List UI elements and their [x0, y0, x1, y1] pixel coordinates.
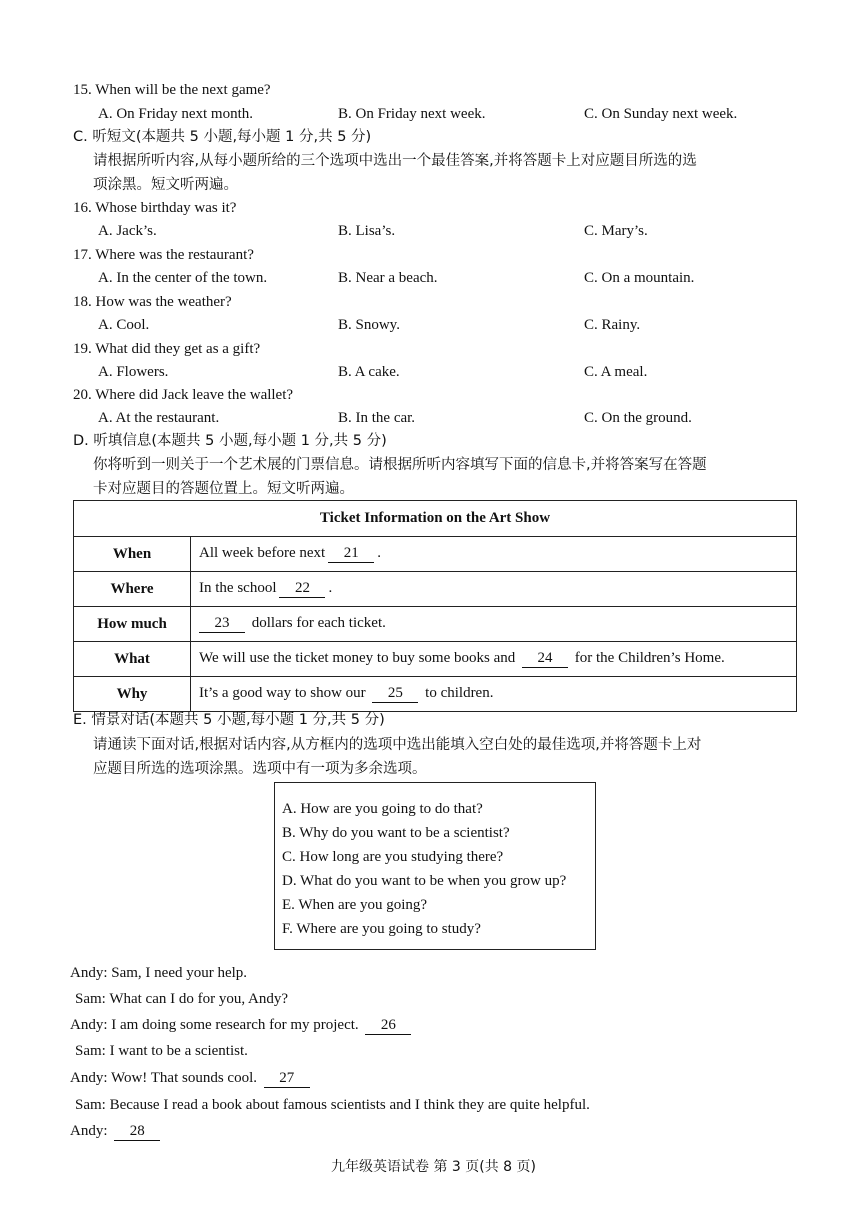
row-label-how-much: How much	[74, 607, 191, 642]
question-20-stem: 20. Where did Jack leave the wallet?	[73, 387, 294, 403]
row-label-what: What	[74, 642, 191, 677]
row-value-why: It’s a good way to show our 25 to children.	[191, 677, 797, 712]
section-e-title: E. 情景对话(本题共 5 小题,每小题 1 分,共 5 分)	[73, 712, 385, 728]
question-15-option-c: C. On Sunday next week.	[584, 106, 738, 122]
option-d: D. What do you want to be when you grow up?	[282, 873, 567, 889]
option-b: B. Why do you want to be a scientist?	[282, 825, 510, 841]
blank-21[interactable]: 21	[328, 545, 374, 563]
table-row	[74, 607, 797, 642]
dialogue-line	[70, 1121, 163, 1141]
dialogue-line: Andy: Sam, I need your help.	[70, 965, 248, 981]
blank-22[interactable]: 22	[279, 580, 325, 598]
question-20-option-b: B. In the car.	[338, 410, 416, 426]
blank-24[interactable]: 24	[522, 650, 568, 668]
table-row	[74, 642, 797, 677]
dialogue-line: Andy: Wow! That sounds cool. 27	[70, 1068, 313, 1088]
question-16-option-a: A. Jack’s.	[98, 223, 157, 239]
row-label-why: Why	[74, 677, 191, 712]
dialogue-line: Sam: Because I read a book about famous scientists and I think they are quite helpful.	[75, 1097, 590, 1113]
speaker: Andy:	[70, 1070, 108, 1086]
dialogue-line: Sam: I want to be a scientist.	[75, 1043, 248, 1059]
question-17-option-a: A. In the center of the town.	[98, 270, 268, 286]
speaker: Andy:	[70, 965, 108, 981]
speaker: Andy:	[70, 1123, 108, 1139]
question-19-option-b: B. A cake.	[338, 364, 400, 380]
blank-28[interactable]: 28	[114, 1123, 160, 1141]
blank-25[interactable]: 25	[372, 685, 418, 703]
table-row	[74, 572, 797, 607]
row-value-how-much: 23 dollars for each ticket.	[191, 607, 797, 642]
question-16-option-c: C. Mary’s.	[584, 223, 648, 239]
speaker: Sam:	[75, 1043, 106, 1059]
dialogue-line: Andy: I am doing some research for my project. 26	[70, 1015, 414, 1035]
question-15-option-b: B. On Friday next week.	[338, 106, 486, 122]
speaker: Andy:	[70, 1017, 108, 1033]
speaker: Sam:	[75, 991, 106, 1007]
question-17-option-c: C. On a mountain.	[584, 270, 695, 286]
question-20-option-c: C. On the ground.	[584, 410, 692, 426]
section-d-instruction-2: 卡对应题目的答题位置上。短文听两遍。	[93, 481, 354, 497]
section-c-instruction-2: 项涂黑。短文听两遍。	[93, 177, 238, 193]
option-e: E. When are you going?	[282, 897, 428, 913]
question-16-stem: 16. Whose birthday was it?	[73, 200, 237, 216]
blank-27[interactable]: 27	[264, 1070, 310, 1088]
option-c: C. How long are you studying there?	[282, 849, 504, 865]
question-15-option-a: A. On Friday next month.	[98, 106, 253, 122]
question-18-option-c: C. Rainy.	[584, 317, 641, 333]
answer-options-box	[274, 782, 596, 950]
row-value-what: We will use the ticket money to buy some books and 24 for the Children’s Home.	[191, 642, 797, 677]
question-19-stem: 19. What did they get as a gift?	[73, 341, 261, 357]
section-e-instruction-1: 请通读下面对话,根据对话内容,从方框内的选项中选出能填入空白处的最佳选项,并将答题卡上对	[93, 737, 702, 753]
option-a: A. How are you going to do that?	[282, 801, 483, 817]
question-15-stem: 15. When will be the next game?	[73, 82, 271, 98]
dialogue-line: Sam: What can I do for you, Andy?	[75, 991, 289, 1007]
section-c-title: C. 听短文(本题共 5 小题,每小题 1 分,共 5 分)	[73, 129, 372, 145]
question-17-option-b: B. Near a beach.	[338, 270, 438, 286]
row-label-where: Where	[74, 572, 191, 607]
question-19-option-c: C. A meal.	[584, 364, 648, 380]
question-19-option-a: A. Flowers.	[98, 364, 169, 380]
table-row	[74, 677, 797, 712]
row-label-when: When	[74, 537, 191, 572]
row-value-where: In the school 22 .	[191, 572, 797, 607]
speaker: Sam:	[75, 1097, 106, 1113]
section-d-title: D. 听填信息(本题共 5 小题,每小题 1 分,共 5 分)	[73, 433, 387, 449]
question-18-stem: 18. How was the weather?	[73, 294, 232, 310]
question-16-option-b: B. Lisa’s.	[338, 223, 396, 239]
option-f: F. Where are you going to study?	[282, 921, 481, 937]
ticket-info-table	[73, 500, 797, 712]
page-footer: 九年级英语试卷 第 3 页(共 8 页)	[331, 1159, 536, 1175]
question-18-option-a: A. Cool.	[98, 317, 150, 333]
question-20-option-a: A. At the restaurant.	[98, 410, 220, 426]
blank-23[interactable]: 23	[199, 615, 245, 633]
row-value-when: All week before next 21 .	[191, 537, 797, 572]
question-18-option-b: B. Snowy.	[338, 317, 400, 333]
question-17-stem: 17. Where was the restaurant?	[73, 247, 254, 263]
section-d-instruction-1: 你将听到一则关于一个艺术展的门票信息。请根据所听内容填写下面的信息卡,并将答案写在答题	[93, 457, 707, 473]
blank-26[interactable]: 26	[365, 1017, 411, 1035]
ticket-table-heading: Ticket Information on the Art Show	[74, 501, 797, 537]
section-c-instruction-1: 请根据所听内容,从每小题所给的三个选项中选出一个最佳答案,并将答题卡上对应题目所选的选	[93, 153, 697, 169]
table-row	[74, 537, 797, 572]
section-e-instruction-2: 应题目所选的选项涂黑。选项中有一项为多余选项。	[93, 761, 427, 777]
